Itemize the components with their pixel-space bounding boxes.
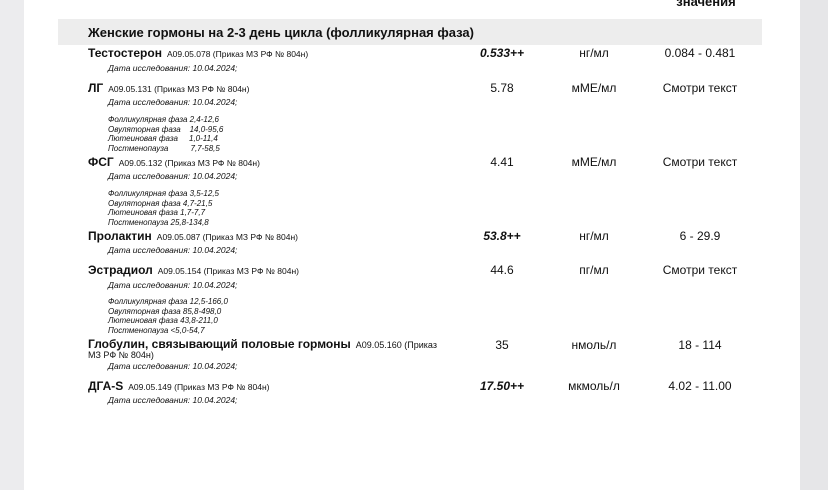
reference-notes: Фолликулярная фаза 3,5-12,5 Овуляторная фаза 4,7-21,5 Лютеиновая фаза 1,7-7,7 Постменопауза 25,8-134,8 [108, 189, 219, 227]
right-margin [800, 0, 828, 490]
result-unit: мМЕ/мл [571, 81, 617, 95]
result-unit: нмоль/л [571, 338, 617, 352]
result-value-flagged: 17.50++ [479, 379, 525, 393]
result-unit: мкмоль/л [568, 379, 620, 393]
reference-range: 6 - 29.9 [679, 229, 721, 243]
section-title: Женские гормоны на 2-3 день цикла (фолликулярная фаза) [88, 25, 474, 40]
result-unit: нг/мл [579, 229, 609, 243]
reference-range: 4.02 - 11.00 [668, 379, 732, 393]
result-value: 35 [495, 338, 509, 352]
test-date: Дата исследования: 10.04.2024; [108, 97, 238, 107]
result-value-flagged: 53.8++ [483, 229, 521, 243]
test-date: Дата исследования: 10.04.2024; [108, 280, 238, 290]
reference-range: 18 - 114 [678, 338, 722, 352]
column-header-reference-values: значения [676, 0, 736, 9]
left-margin [0, 0, 24, 490]
result-unit: пг/мл [579, 263, 609, 277]
result-value: 4.41 [490, 155, 514, 169]
result-value: 5.78 [490, 81, 514, 95]
test-name-estradiol: Эстрадиол A09.05.154 (Приказ МЗ РФ № 804н) [88, 263, 299, 277]
test-name-testosterone: Тестостерон A09.05.078 (Приказ МЗ РФ № 804н) [88, 46, 309, 60]
test-name-prolactin: Пролактин A09.05.087 (Приказ МЗ РФ № 804н) [88, 229, 299, 243]
test-name-dhea-s: ДГА-S A09.05.149 (Приказ МЗ РФ № 804н) [88, 379, 270, 393]
test-date: Дата исследования: 10.04.2024; [108, 395, 238, 405]
reference-notes: Фолликулярная фаза 2,4-12,6 Овуляторная фаза 14,0-95,6 Лютеиновая фаза 1,0-11,4 Постменопауза 7,7-58,5 [108, 115, 224, 153]
reference-range: Смотри текст [662, 263, 738, 277]
reference-range: Смотри текст [662, 81, 738, 95]
test-date: Дата исследования: 10.04.2024; [108, 361, 238, 371]
result-value: 44.6 [490, 263, 514, 277]
test-date: Дата исследования: 10.04.2024; [108, 63, 238, 73]
test-date: Дата исследования: 10.04.2024; [108, 171, 238, 181]
test-name-lh: ЛГ A09.05.131 (Приказ МЗ РФ № 804н) [88, 81, 250, 95]
result-value-flagged: 0.533++ [479, 46, 525, 60]
test-date: Дата исследования: 10.04.2024; [108, 245, 238, 255]
test-name-shbg: Глобулин, связывающий половые гормоны A09.05.160 (Приказ МЗ РФ № 804н) [88, 337, 437, 360]
reference-range: 0.084 - 0.481 [664, 46, 736, 60]
test-name-fsh: ФСГ A09.05.132 (Приказ МЗ РФ № 804н) [88, 155, 260, 169]
reference-notes: Фолликулярная фаза 12,5-166,0 Овуляторная фаза 85,8-498,0 Лютеиновая фаза 43,8-211,0 Постменопауза <5,0-54,7 [108, 297, 228, 335]
section-header [58, 19, 762, 45]
result-unit: мМЕ/мл [571, 155, 617, 169]
result-unit: нг/мл [579, 46, 609, 60]
reference-range: Смотри текст [662, 155, 738, 169]
